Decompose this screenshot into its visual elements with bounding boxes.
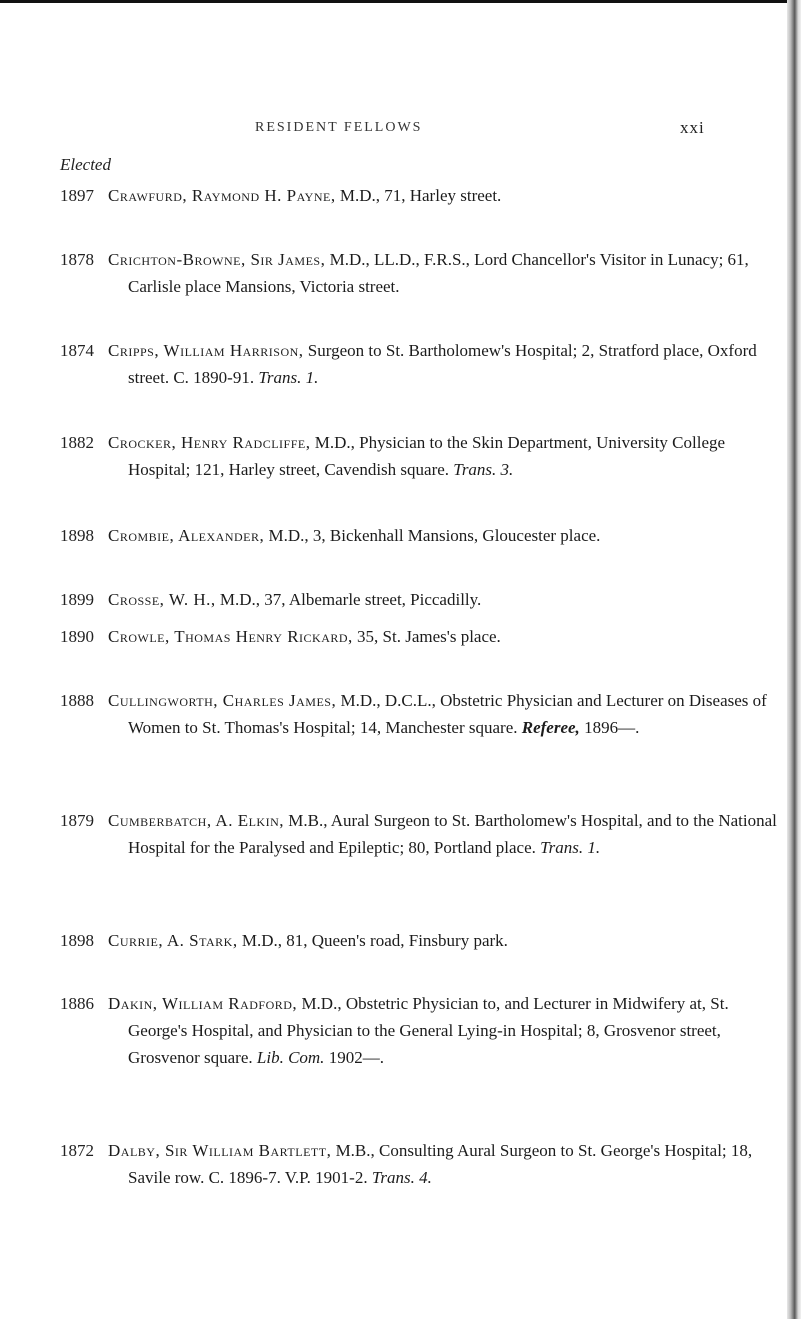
entry-year: 1879 (60, 811, 94, 830)
top-border-rule (0, 0, 801, 3)
list-item (60, 429, 780, 483)
entry-year: 1899 (60, 590, 94, 609)
entry-text (108, 246, 790, 300)
running-title: RESIDENT FELLOWS (255, 120, 423, 135)
entry-name: Cripps, William Harrison, (108, 341, 304, 360)
list-item (60, 586, 780, 613)
entry-details: M.D., 37, Albemarle street, Piccadilly. (215, 590, 482, 609)
entry-reference: Referee, (521, 718, 580, 737)
list-item (60, 246, 780, 300)
entry-year: 1872 (60, 1141, 94, 1160)
list-item (60, 990, 780, 1071)
running-head (0, 120, 801, 144)
entry-details: Surgeon to St. Bartholomew's Hospital; 2, Stratford place, Oxford street. C. 1890-91. (128, 341, 757, 387)
list-item (60, 927, 780, 954)
list-item (60, 623, 780, 650)
entry-details: M.D., D.C.L., Obstetric Physician and Lecturer on Diseases of Women to St. Thomas's Hospital; 14, Manchester square. (128, 691, 767, 737)
list-item (60, 687, 780, 741)
entry-details: M.D., 81, Queen's road, Finsbury park. (237, 931, 508, 950)
entry-details: M.B., Consulting Aural Surgeon to St. George's Hospital; 18, Savile row. C. 1896-7. V.P. 1901-2. (128, 1141, 753, 1187)
entry-details: M.D., Physician to the Skin Department, University College Hospital; 121, Harley street, Cavendish square. (128, 433, 726, 479)
entry-details: M.B., Aural Surgeon to St. Bartholomew's Hospital, and to the National Hospital for the Paralysed and Epileptic; 80, Portland place. (128, 811, 777, 857)
entry-name: Crombie, Alexander, (108, 526, 265, 545)
entry-text (108, 687, 790, 741)
entry-name: Dakin, William Radford, (108, 994, 298, 1013)
entry-text (108, 337, 790, 391)
entry-text (108, 927, 790, 954)
entry-reference: Trans. 4. (371, 1168, 432, 1187)
entry-details: M.D., Obstetric Physician to, and Lecturer in Midwifery at, St. George's Hospital, and Physician to the General Lying-in Hospital; 8, Grosvenor street, Grosvenor square. (128, 994, 729, 1067)
entry-name: Cullingworth, Charles James, (108, 691, 337, 710)
list-item (60, 807, 780, 861)
entry-reference: Trans. 1. (540, 838, 601, 857)
entry-year: 1897 (60, 186, 94, 205)
entry-year: 1878 (60, 250, 94, 269)
entry-name: Cumberbatch, A. Elkin, (108, 811, 284, 830)
entry-year: 1874 (60, 341, 94, 360)
entry-year: 1898 (60, 526, 94, 545)
entry-year: 1888 (60, 691, 94, 710)
entry-term: 1902—. (324, 1048, 384, 1067)
elected-column-label: Elected (60, 155, 111, 174)
entry-text (108, 990, 790, 1071)
entry-year: 1886 (60, 994, 94, 1013)
entry-term: 1896—. (579, 718, 640, 737)
entry-text (108, 429, 790, 483)
entry-year: 1890 (60, 627, 94, 646)
entry-name: Crichton-Browne, Sir James, (108, 250, 326, 269)
entry-details: M.D., 3, Bickenhall Mansions, Gloucester place. (264, 526, 601, 545)
entry-details: M.D., LL.D., F.R.S., Lord Chancellor's Visitor in Lunacy; 61, Carlisle place Mansions, Victoria street. (128, 250, 749, 296)
entry-name: Dalby, Sir William Bartlett, (108, 1141, 332, 1160)
page-number: xxi (680, 118, 705, 137)
entry-name: Crawfurd, Raymond H. Payne, (108, 186, 336, 205)
list-item (60, 182, 780, 209)
entry-text (108, 522, 790, 549)
entry-details: M.D., 71, Harley street. (335, 186, 502, 205)
entry-text (108, 807, 790, 861)
entry-name: Crocker, Henry Radcliffe, (108, 433, 311, 452)
entry-name: Crosse, W. H., (108, 590, 216, 609)
list-item (60, 337, 780, 391)
entry-reference: Trans. 1. (258, 368, 319, 387)
entry-text (108, 1137, 790, 1191)
entry-name: Currie, A. Stark, (108, 931, 238, 950)
entry-text (108, 586, 790, 613)
entry-text (108, 623, 790, 650)
list-item (60, 522, 780, 549)
entry-details: 35, St. James's place. (352, 627, 501, 646)
entry-reference: Trans. 3. (453, 460, 514, 479)
entry-year: 1882 (60, 433, 94, 452)
entry-name: Crowle, Thomas Henry Rickard, (108, 627, 353, 646)
entry-text (108, 182, 790, 209)
entry-reference: Lib. Com. (256, 1048, 325, 1067)
entry-year: 1898 (60, 931, 94, 950)
list-item (60, 1137, 780, 1191)
